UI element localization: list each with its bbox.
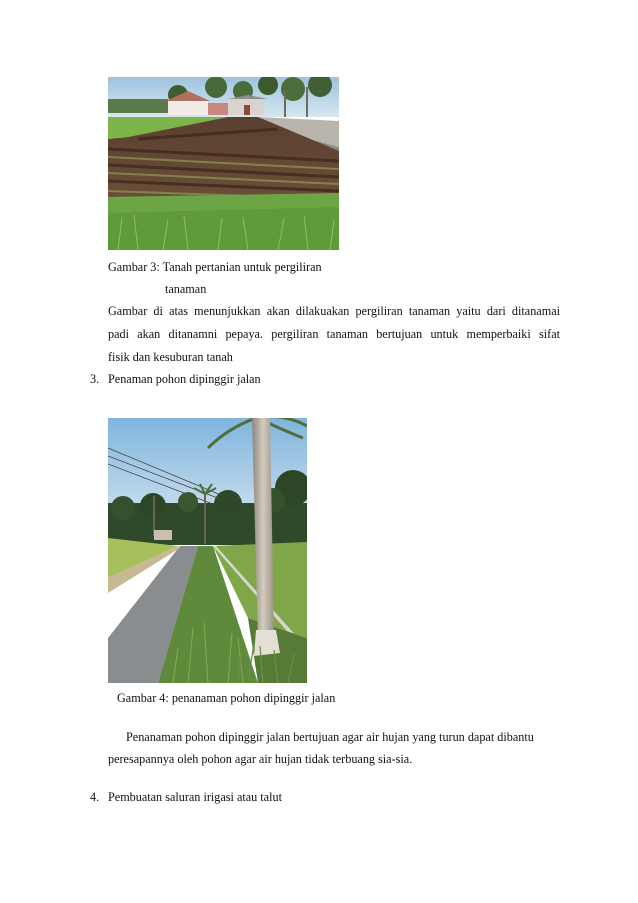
list-item-3-number: 3. bbox=[90, 372, 100, 386]
roadside-tree-photo bbox=[108, 418, 307, 683]
farmland-photo bbox=[108, 77, 339, 250]
figure-3-caption-line-1: Gambar 3: Tanah pertanian untuk pergiliran bbox=[108, 260, 322, 274]
paragraph-1-line-1: Gambar di atas menunjukkan akan dilakuakan pergiliran tanaman yaitu dari ditanamai bbox=[108, 304, 560, 318]
paragraph-2-line-1: Penanaman pohon dipinggir jalan bertujuan agar air hujan yang turun dapat dibantu bbox=[126, 730, 534, 744]
list-item-3-text: Penaman pohon dipinggir jalan bbox=[108, 372, 261, 386]
list-item-4-number: 4. bbox=[90, 790, 100, 804]
list-item-4-text: Pembuatan saluran irigasi atau talut bbox=[108, 790, 282, 804]
figure-4-caption: Gambar 4: penanaman pohon dipinggir jalan bbox=[117, 691, 336, 705]
paragraph-1-line-2: padi akan ditanamni pepaya. pergiliran tanaman bertujuan untuk memperbaiki sifat bbox=[108, 327, 560, 341]
paragraph-2-line-2: peresapannya oleh pohon agar air hujan tidak terbuang sia-sia. bbox=[108, 752, 413, 766]
figure-3-caption-line-2: tanaman bbox=[165, 282, 207, 296]
paragraph-1-line-3: fisik dan kesuburan tanah bbox=[108, 350, 233, 364]
